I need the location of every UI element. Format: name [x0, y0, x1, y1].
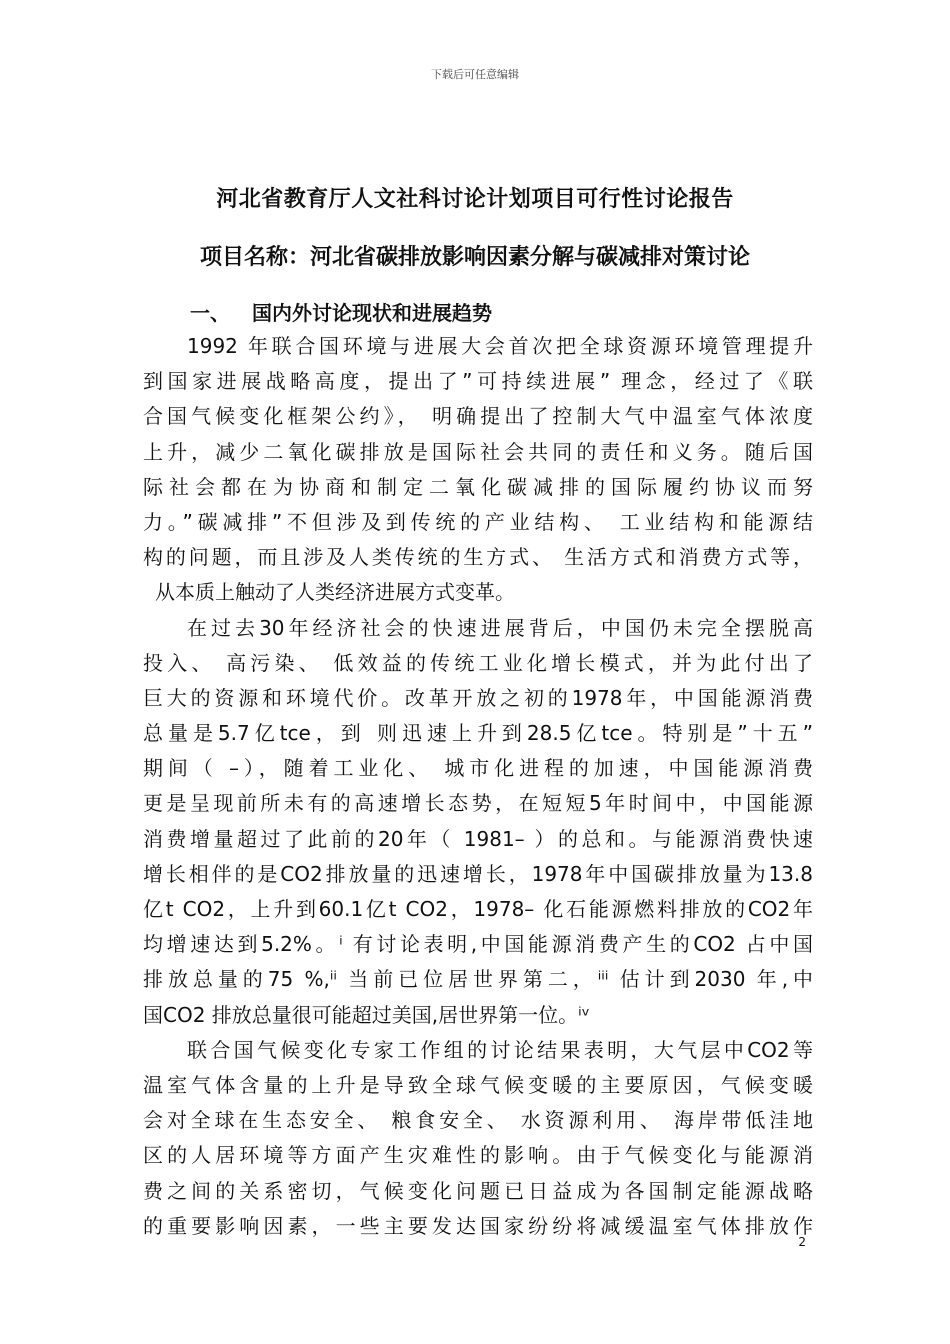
text-line: 均增速达到5.2%。ⁱ 有讨论表明,中国能源消费产生的CO2 占中国 — [143, 932, 813, 957]
text-line: 亿t CO2，上升到60.1亿t CO2，1978– 化石能源燃料排放的CO2年 — [143, 897, 813, 921]
page-number: 2 — [798, 1235, 806, 1249]
section-heading — [190, 297, 492, 326]
text-line: 到国家进展战略高度，提出了”可持续进展” 理念，经过了《联 — [143, 369, 813, 394]
text-line: 总量是5.7亿tce，到 则迅速上升到28.5亿tce。特别是”十五” — [143, 721, 813, 746]
paragraph-2 — [143, 611, 813, 1033]
text-line: 国CO2 排放总量很可能超过美国,居世界第一位。ⁱᵛ — [143, 1002, 591, 1027]
text-line: 期间（ –），随着工业化、 城市化进程的加速，中国能源消费 — [143, 756, 813, 781]
text-line: 区的人居环境等方面产生灾难性的影响。由于气候变化与能源消 — [143, 1143, 813, 1168]
text-line: 力。”碳减排”不但涉及到传统的产业结构、 工业结构和能源结 — [143, 509, 813, 534]
header-note: 下载后可任意编辑 — [431, 68, 519, 81]
text-line: 的重要影响因素，一些主要发达国家纷纷将减缓温室气体排放作 — [143, 1213, 813, 1238]
text-line: 1992 年联合国环境与进展大会首次把全球资源环境管理提升 — [187, 334, 813, 358]
text-line: 合国气候变化框架公约》， 明确提出了控制大气中温室气体浓度 — [143, 404, 813, 429]
text-line: 费之间的关系密切，气候变化问题已日益成为各国制定能源战略 — [143, 1178, 813, 1203]
text-line: 更是呈现前所未有的高速增长态势，在短短5年时间中，中国能源 — [143, 791, 813, 816]
text-line: 联合国气候变化专家工作组的讨论结果表明，大气层中CO2等 — [187, 1037, 813, 1062]
section-title: 国内外讨论现状和进展趋势 — [252, 301, 492, 325]
text-line: 际社会都在为协商和制定二氧化碳减排的国际履约协议而努 — [143, 474, 813, 499]
text-line: 在过去30年经济社会的快速进展背后，中国仍未完全摆脱高 — [187, 615, 813, 640]
text-line: 排放总量的75 %,ⁱⁱ 当前已位居世界第二，ⁱⁱⁱ 估计到2030 年,中 — [143, 967, 813, 992]
text-line: 从本质上触动了人类经济进展方式变革。 — [155, 580, 515, 605]
body-text — [143, 329, 813, 1244]
text-line: 构的问题，而且涉及人类传统的生方式、 生活方式和消费方式等， — [143, 545, 813, 570]
paragraph-1 — [143, 329, 813, 611]
section-number: 一、 — [190, 301, 230, 325]
text-line: 巨大的资源和环境代价。改革开放之初的1978年，中国能源消费 — [143, 685, 813, 710]
text-line: 会对全球在生态安全、 粮食安全、 水资源利用、 海岸带低洼地 — [143, 1108, 813, 1133]
paragraph-3 — [143, 1033, 813, 1244]
project-name: 项目名称：河北省碳排放影响因素分解与碳减排对策讨论 — [199, 245, 750, 270]
text-line: 增长相伴的是CO2排放量的迅速增长，1978年中国碳排放量为13.8 — [143, 861, 813, 886]
text-line: 消费增量超过了此前的20年（ 1981– ）的总和。与能源消费快速 — [143, 826, 813, 851]
document-title: 河北省教育厅人文社科讨论计划项目可行性讨论报告 — [216, 187, 734, 212]
text-line: 温室气体含量的上升是导致全球气候变暖的主要原因，气候变暖 — [143, 1072, 813, 1097]
text-line: 投入、 高污染、 低效益的传统工业化增长模式，并为此付出了 — [143, 650, 813, 675]
text-line: 上升，减少二氧化碳排放是国际社会共同的责任和义务。随后国 — [143, 439, 813, 464]
